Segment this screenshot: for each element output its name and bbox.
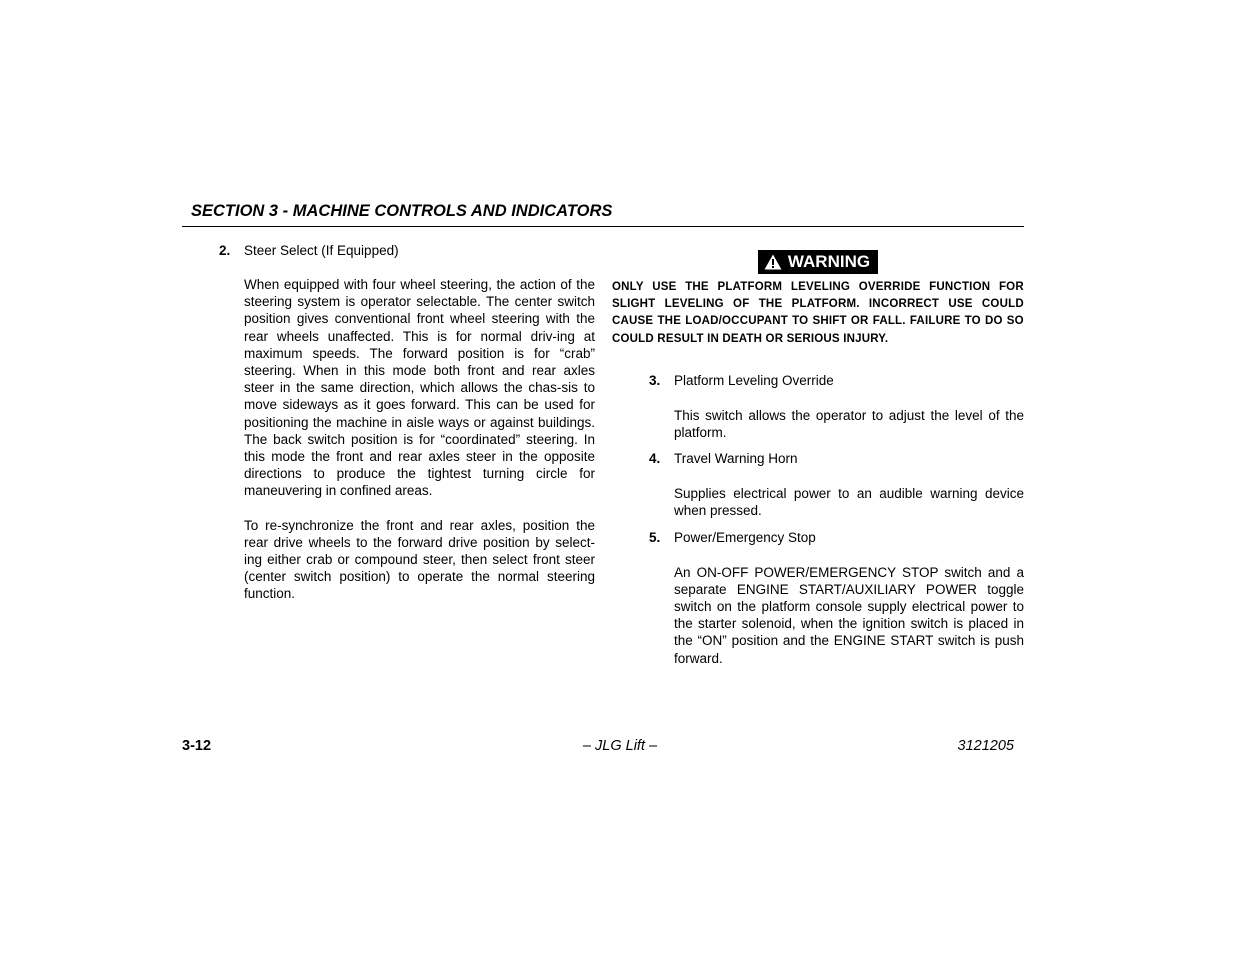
item-block xyxy=(649,450,1024,519)
item-number: 4. xyxy=(649,451,661,467)
item-title: Power/Emergency Stop xyxy=(674,529,816,545)
left-column xyxy=(219,242,595,603)
item-number: 2. xyxy=(219,243,231,258)
item-heading xyxy=(219,242,595,259)
body-paragraph: An ON-OFF POWER/EMERGENCY STOP switch and a separate ENGINE START/AUXILIARY POWER toggle switch on the platform console supply electrical power to the starter solenoid, when the ignition switch is placed in the “ON” position and the ENGINE START switch is push forward. xyxy=(674,564,1024,666)
item-number: 5. xyxy=(649,529,661,545)
item-number: 3. xyxy=(649,372,661,388)
body-paragraph: This switch allows the operator to adjust the level of the platform. xyxy=(674,407,1024,441)
section-title: SECTION 3 - MACHINE CONTROLS AND INDICATORS xyxy=(191,202,613,220)
warning-triangle-icon xyxy=(764,254,782,270)
item-title: Steer Select (If Equipped) xyxy=(244,243,399,258)
item-title: Platform Leveling Override xyxy=(674,372,834,388)
body-paragraph: When equipped with four wheel steering, the action of the steering system is operator selectable. The center switch position gives conventional front wheel steering with the rear wheels unaffected. This is for normal driv-ing at maximum speeds. The forward position is for “crab” steering. When in this mode both front and rear axles steer in the same direction, which allows the chas-sis to move sideways as it goes forward. This can be used for positioning the machine in aisle ways or against buildings. The back switch position is for “coordinated” steering. In this mode the front and rear axles steer in the opposite directions to produce the tightest turning circle for maneuvering in confined areas. xyxy=(244,277,595,499)
page-number: 3-12 xyxy=(182,738,212,754)
warning-text: ONLY USE THE PLATFORM LEVELING OVERRIDE FUNCTION FOR SLIGHT LEVELING OF THE PLATFORM. INCORRECT USE COULD CAUSE THE LOAD/OCCUPANT TO SHIFT OR FALL. FAILURE TO DO SO COULD RESULT IN DEATH OR SERIOUS INJURY. xyxy=(612,279,1024,345)
document-number: 3121205 xyxy=(957,738,1014,754)
item-heading xyxy=(649,450,1024,467)
body-paragraph: To re-synchronize the front and rear axles, position the rear drive wheels to the forward drive position by select-ing either crab or compound steer, then select front steer (center switch position) to operate the normal steering function. xyxy=(244,517,595,602)
warning-label: WARNING xyxy=(787,252,871,271)
body-paragraph: Supplies electrical power to an audible warning device when pressed. xyxy=(674,486,1024,519)
right-column xyxy=(612,250,1024,667)
item-block xyxy=(649,529,1024,667)
item-title: Travel Warning Horn xyxy=(674,451,798,467)
warning-badge xyxy=(758,250,878,274)
item-block xyxy=(649,372,1024,441)
item-heading xyxy=(649,529,1024,546)
warning-header xyxy=(612,250,1024,274)
footer-center: – JLG Lift – xyxy=(582,738,658,754)
item-heading xyxy=(649,372,1024,389)
header-rule xyxy=(182,226,1024,227)
